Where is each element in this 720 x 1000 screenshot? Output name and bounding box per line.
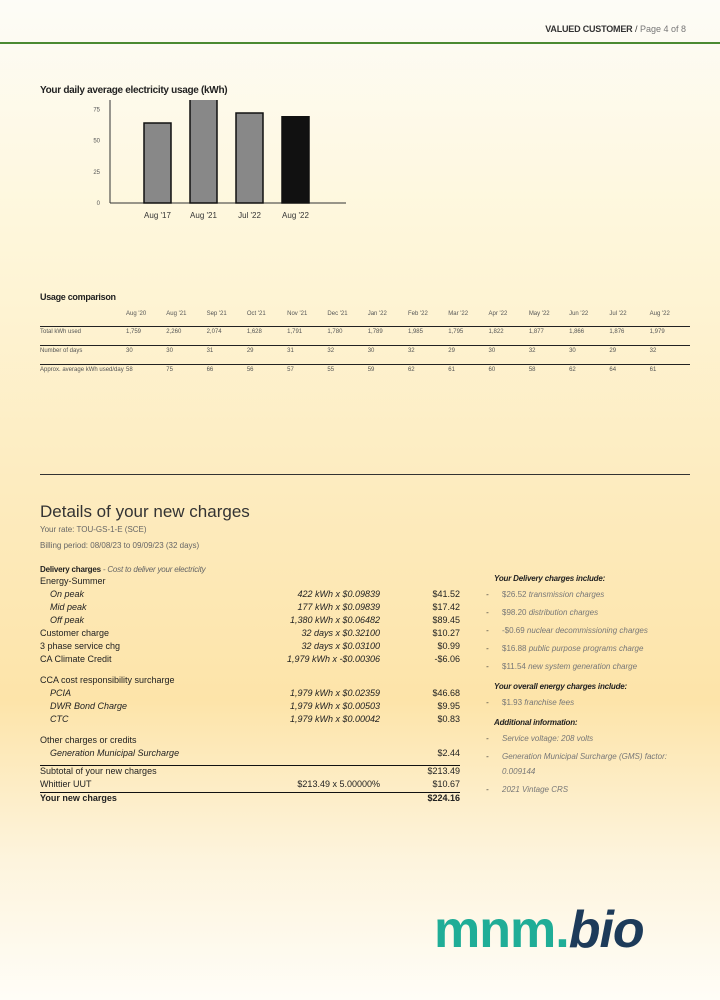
sidebar-item-value: $26.52 (502, 590, 527, 599)
charge-calc: 1,380 kWh x $0.06482 (289, 615, 380, 625)
usage-col-header: Nov '21 (287, 311, 308, 317)
logo-part-1: mnm. (434, 901, 569, 959)
brand-logo (434, 900, 644, 960)
sidebar-item-text: 2021 Vintage CRS (502, 785, 569, 794)
sidebar-info-heading: Additional information: (494, 718, 578, 727)
y-tick-label: 25 (93, 169, 100, 176)
usage-col-header: Aug '20 (126, 311, 147, 317)
row-label: Total kWh used (40, 327, 126, 346)
charge-amount: $9.95 (437, 701, 460, 711)
charge-amount: $10.27 (432, 628, 460, 638)
y-tick-label: 75 (93, 107, 100, 114)
charge-label: DWR Bond Charge (50, 701, 128, 711)
spacer (40, 667, 460, 675)
usage-col-header: Aug '21 (166, 311, 187, 317)
sidebar-item-text: Service voltage: 208 volts (502, 734, 594, 743)
charge-label: PCIA (50, 688, 72, 698)
details-title: Details of your new charges (40, 502, 250, 521)
usage-col-header: Mar '22 (448, 311, 469, 317)
sidebar-item-value: $1.93 (502, 698, 523, 707)
table-cell: 58 (126, 365, 166, 384)
header-separator: / (632, 24, 640, 34)
sidebar-item (486, 605, 676, 620)
spacer (40, 727, 460, 735)
sidebar-item-text: transmission charges (528, 590, 605, 599)
table-cell: 32 (327, 346, 367, 365)
table-cell: 31 (207, 346, 247, 365)
charge-label: Customer charge (40, 628, 110, 638)
bar-2 (236, 113, 263, 203)
table-cell: 30 (569, 346, 609, 365)
table-cell: 29 (247, 346, 287, 365)
charge-calc: 422 kWh x $0.09839 (297, 589, 380, 599)
table-row (40, 327, 690, 346)
charge-calc: 32 days x $0.32100 (301, 628, 380, 638)
table-cell: 60 (489, 365, 529, 384)
table-cell: 75 (166, 365, 206, 384)
usage-corner-cell (40, 307, 126, 327)
charge-row (40, 735, 460, 748)
usage-col-header: Sep '21 (206, 311, 227, 317)
charge-label: Mid peak (50, 602, 87, 612)
sidebar-item (486, 782, 676, 797)
table-cell: 59 (368, 365, 408, 384)
charge-row (40, 602, 460, 615)
table-cell: 32 (408, 346, 448, 365)
y-tick-label: 0 (96, 201, 100, 207)
charge-calc: 177 kWh x $0.09839 (297, 602, 380, 612)
table-cell: 61 (448, 365, 488, 384)
table-cell: 30 (166, 346, 206, 365)
table-cell: 57 (287, 365, 327, 384)
sidebar-item (486, 731, 676, 746)
table-row (40, 365, 690, 384)
charges-sidebar (486, 572, 676, 800)
rate-label: Your rate: TOU-GS-1-E (SCE) (40, 525, 147, 534)
sidebar-item-text: Generation Municipal Surcharge (GMS) factor: 0.009144 (502, 752, 667, 776)
charge-calc: 1,979 kWh x $0.02359 (289, 688, 380, 698)
charge-row (40, 589, 460, 602)
table-cell: 30 (126, 346, 166, 365)
charges-list (40, 576, 460, 806)
charge-calc: 1,979 kWh x $0.00503 (289, 701, 380, 711)
table-cell: 2,074 (207, 327, 247, 346)
bar-1 (190, 100, 217, 203)
usage-comparison-table (40, 307, 690, 383)
table-cell: 32 (650, 346, 690, 365)
page-number: Page 4 of 8 (639, 24, 686, 34)
usage-col-header: Dec '21 (327, 311, 348, 317)
usage-col-header: Apr '22 (488, 311, 508, 317)
total-row (40, 765, 460, 779)
usage-col-header: Jan '22 (367, 311, 387, 317)
table-cell: 61 (650, 365, 690, 384)
table-row (40, 346, 690, 365)
charge-amount: $17.42 (432, 602, 460, 612)
sidebar-item (486, 641, 676, 656)
charge-row (40, 675, 460, 688)
table-cell: 62 (408, 365, 448, 384)
table-cell: 64 (609, 365, 649, 384)
sidebar-item-value: $98.20 (502, 608, 527, 617)
charge-label: CA Climate Credit (40, 654, 112, 664)
x-tick-label: Aug '22 (282, 211, 309, 220)
bar-3 (282, 117, 309, 203)
sidebar-item (486, 659, 676, 674)
logo-part-2: bio (568, 901, 644, 959)
table-cell: 1,877 (529, 327, 569, 346)
table-cell: 32 (529, 346, 569, 365)
sidebar-item-text: nuclear decommissioning charges (526, 626, 648, 635)
sidebar-item-text: franchise fees (524, 698, 575, 707)
table-cell: 31 (287, 346, 327, 365)
table-cell: 29 (609, 346, 649, 365)
section-divider (40, 474, 690, 475)
x-tick-label: Jul '22 (238, 211, 261, 220)
charge-amount: $0.99 (437, 641, 460, 651)
delivery-heading-sub: - Cost to deliver your electricity (100, 565, 206, 574)
table-cell: 1,979 (650, 327, 690, 346)
charge-label: Off peak (50, 615, 85, 625)
charge-amount: -$6.06 (434, 654, 460, 664)
table-cell: 58 (529, 365, 569, 384)
usage-col-header: Oct '21 (246, 311, 266, 317)
charge-row (40, 748, 460, 761)
total-amount: $10.67 (432, 779, 460, 789)
charge-label: Generation Municipal Surcharge (50, 748, 180, 758)
table-cell: 29 (448, 346, 488, 365)
charge-amount: $0.83 (437, 714, 460, 724)
x-tick-label: Aug '21 (190, 211, 217, 220)
table-cell: 1,795 (448, 327, 488, 346)
charge-calc: 32 days x $0.03100 (301, 641, 380, 651)
sidebar-item-value: $16.88 (502, 644, 527, 653)
charge-calc: 1,979 kWh x $0.00042 (289, 714, 380, 724)
sidebar-overall-heading: Your overall energy charges include: (494, 682, 627, 691)
sidebar-item-text: distribution charges (528, 608, 599, 617)
charge-label: CTC (50, 714, 69, 724)
charge-row (40, 576, 460, 589)
total-label: Your new charges (40, 793, 117, 803)
delivery-heading-label: Delivery charges (40, 565, 101, 574)
sidebar-item-text: new system generation charge (528, 662, 638, 671)
charge-label: On peak (50, 589, 85, 599)
sidebar-item (486, 623, 676, 638)
table-cell: 1,759 (126, 327, 166, 346)
sidebar-item (486, 695, 676, 710)
charge-row (40, 688, 460, 701)
table-cell: 66 (207, 365, 247, 384)
table-cell: 1,985 (408, 327, 448, 346)
total-amount: $224.16 (427, 793, 460, 803)
total-calc: $213.49 x 5.00000% (297, 779, 380, 789)
charge-amount: $41.52 (432, 589, 460, 599)
charge-calc: 1,979 kWh x -$0.00306 (286, 654, 380, 664)
row-label: Number of days (40, 346, 126, 365)
usage-col-header: Aug '22 (649, 311, 670, 317)
x-tick-label: Aug '17 (144, 211, 171, 220)
table-cell: 62 (569, 365, 609, 384)
chart-title: Your daily average electricity usage (kWh) (40, 85, 228, 96)
table-cell: 1,876 (609, 327, 649, 346)
header-bar (0, 0, 720, 44)
table-cell: 2,260 (166, 327, 206, 346)
charge-row (40, 615, 460, 628)
sidebar-item (486, 587, 676, 602)
sidebar-item (486, 749, 676, 779)
table-cell: 1,780 (327, 327, 367, 346)
total-row (40, 779, 460, 792)
charge-label: Other charges or credits (40, 735, 137, 745)
sidebar-item-value: -$0.69 (502, 626, 525, 635)
table-cell: 1,791 (287, 327, 327, 346)
usage-header-row (40, 307, 690, 327)
delivery-charges-heading (40, 565, 205, 574)
charge-amount: $46.68 (432, 688, 460, 698)
page-header (545, 24, 686, 34)
table-cell: 1,628 (247, 327, 287, 346)
sidebar-item-value: $11.54 (502, 662, 526, 671)
table-cell: 30 (489, 346, 529, 365)
charge-label: 3 phase service chg (40, 641, 121, 651)
usage-col-header: May '22 (528, 311, 550, 317)
usage-col-header: Jun '22 (569, 311, 589, 317)
total-row (40, 792, 460, 806)
row-label: Approx. average kWh used/day (40, 365, 126, 384)
charge-amount: $2.44 (437, 748, 460, 758)
bar-0 (144, 123, 171, 203)
table-cell: 1,822 (489, 327, 529, 346)
charge-row (40, 628, 460, 641)
charge-amount: $89.45 (432, 615, 460, 625)
y-tick-label: 50 (93, 138, 100, 145)
charge-row (40, 654, 460, 667)
table-cell: 55 (327, 365, 367, 384)
sidebar-delivery-heading: Your Delivery charges include: (494, 574, 606, 583)
charge-label: CCA cost responsibility surcharge (40, 675, 175, 685)
charge-label: Energy-Summer (40, 576, 106, 586)
usage-col-header: Feb '22 (407, 311, 428, 317)
sidebar-item-text: public purpose programs charge (528, 644, 644, 653)
brand-name: VALUED CUSTOMER (545, 24, 633, 34)
charge-row (40, 641, 460, 654)
table-cell: 1,866 (569, 327, 609, 346)
charge-row (40, 701, 460, 714)
table-cell: 30 (368, 346, 408, 365)
usage-col-header: Jul '22 (609, 311, 627, 317)
total-amount: $213.49 (427, 766, 460, 776)
table-cell: 56 (247, 365, 287, 384)
total-label: Whittier UUT (40, 779, 92, 789)
usage-comparison-title: Usage comparison (40, 292, 116, 302)
usage-bar-chart (60, 100, 360, 230)
table-cell: 1,789 (368, 327, 408, 346)
total-label: Subtotal of your new charges (40, 766, 157, 776)
charge-row (40, 714, 460, 727)
billing-period: Billing period: 08/08/23 to 09/09/23 (32 days) (40, 541, 200, 550)
